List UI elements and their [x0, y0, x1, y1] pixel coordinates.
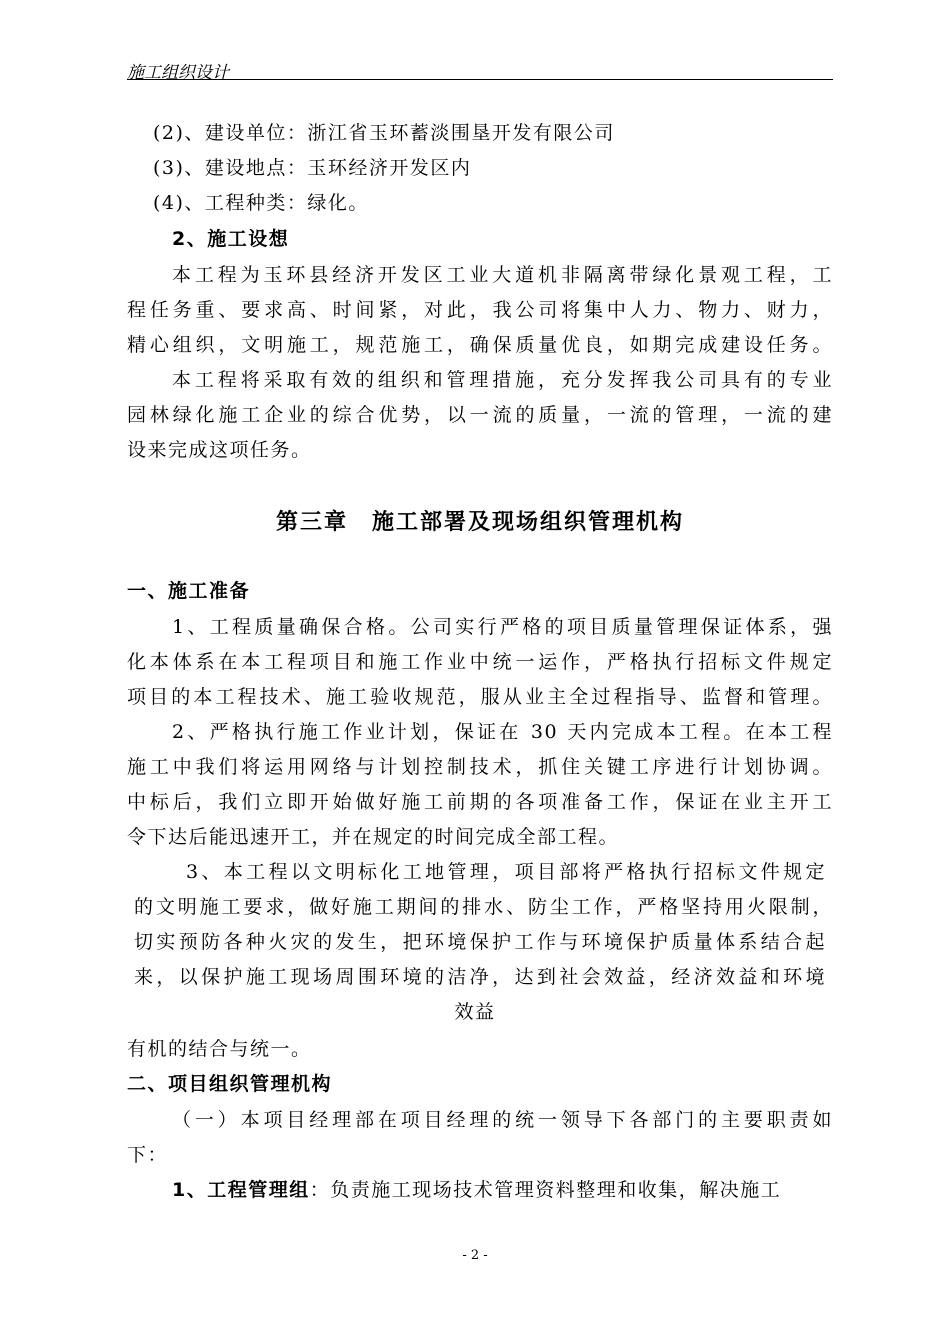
project-owner-line: (2)、建设单位：浙江省玉环蓄淡围垦开发有限公司: [153, 122, 615, 144]
paragraph-line: 3、本工程以文明标化工地管理，项目部将严格执行招标文件规定: [186, 861, 826, 883]
paragraph-line: （一）本项目经理部在项目经理的统一领导下各部门的主要职责如: [172, 1109, 833, 1131]
header-rule: [127, 79, 833, 80]
section-heading-organization: 二、项目组织管理机构: [127, 1073, 333, 1095]
section-heading-construction-concept: 2、施工设想: [172, 228, 290, 250]
paragraph-line: 下：: [127, 1144, 169, 1166]
paragraph-line: 中标后，我们立即开始做好施工前期的各项准备工作，保证在业主开工: [127, 791, 833, 813]
paragraph-line: 施工中我们将运用网络与计划控制技术，抓住关键工序进行计划协调。: [127, 756, 833, 778]
paragraph-line: 的文明施工要求，做好施工期间的排水、防尘工作，严格坚持用火限制，: [134, 896, 833, 918]
paragraph-line: 程任务重、要求高、时间紧，对此，我公司将集中人力、物力、财力，: [127, 299, 833, 321]
paragraph-line: 精心组织，文明施工，规范施工，确保质量优良，如期完成建设任务。: [127, 334, 833, 356]
project-type-line: (4)、工程种类：绿化。: [153, 192, 369, 214]
paragraph-line: 来，以保护施工现场周围环境的洁净，达到社会效益，经济效益和环境: [134, 966, 826, 988]
paragraph-line: 本工程将采取有效的组织和管理措施，充分发挥我公司具有的专业: [172, 369, 833, 391]
chapter-title: 第三章 施工部署及现场组织管理机构: [275, 510, 684, 535]
paragraph-line: 园林绿化施工企业的综合优势，以一流的质量，一流的管理，一流的建: [127, 404, 833, 426]
section-heading-preparation: 一、施工准备: [127, 580, 251, 602]
paragraph-line: 设来完成这项任务。: [127, 439, 312, 461]
paragraph-line: 令下达后能迅速开工，并在规定的时间完成全部工程。: [127, 826, 620, 848]
paragraph-line: 1、工程质量确保合格。公司实行严格的项目质量管理保证体系，强: [172, 616, 833, 638]
paragraph-line: 效益: [454, 1001, 496, 1023]
paragraph-line: 有机的结合与统一。: [127, 1038, 312, 1060]
paragraph-line: [172, 1177, 833, 1203]
paragraph-line: 2、严格执行施工作业计划，保证在 30 天内完成本工程。在本工程: [172, 721, 833, 743]
paragraph-line: 化本体系在本工程项目和施工作业中统一运作，严格执行招标文件规定: [127, 651, 833, 673]
page-number: - 2 -: [462, 1248, 488, 1263]
paragraph-line: 本工程为玉环县经济开发区工业大道机非隔离带绿化景观工程，工: [172, 264, 833, 286]
project-location-line: (3)、建设地点：玉环经济开发区内: [153, 157, 472, 179]
paragraph-line: 项目的本工程技术、施工验收规范，服从业主全过程指导、监督和管理。: [127, 686, 833, 708]
paragraph-line: 切实预防各种火灾的发生，把环境保护工作与环境保护质量体系结合起: [134, 931, 826, 953]
term-description: ：负责施工现场技术管理资料整理和收集，解决施工: [309, 1179, 782, 1201]
running-header: 施工组织设计: [127, 63, 229, 83]
term-engineering-management-group: 1、工程管理组: [172, 1179, 310, 1201]
